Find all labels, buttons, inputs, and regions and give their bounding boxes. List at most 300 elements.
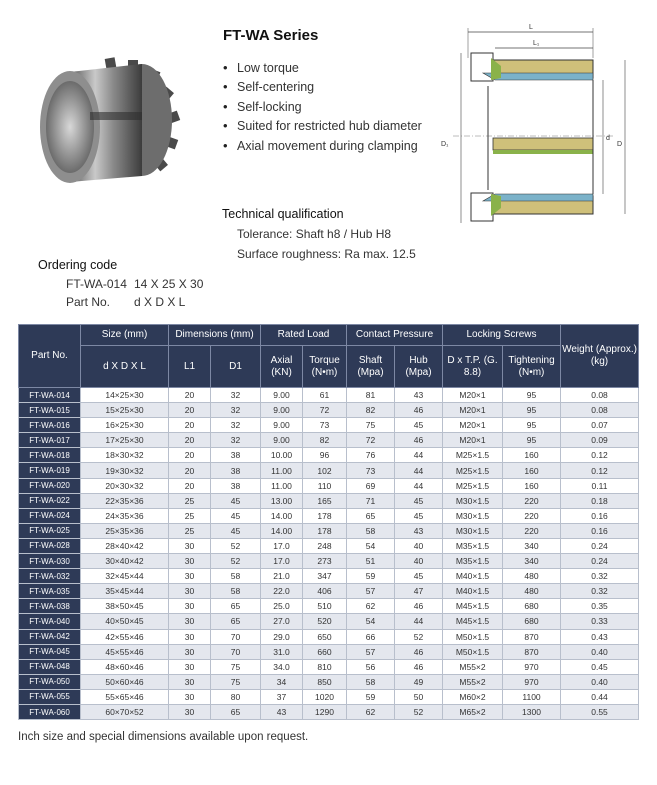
table-cell: 73	[347, 463, 395, 478]
table-row	[19, 644, 639, 659]
table-cell: 220	[503, 523, 561, 538]
footnote: Inch size and special dimensions available upon request.	[18, 731, 309, 743]
table-cell: 72	[347, 433, 395, 448]
part-number-cell: FT-WA-014	[19, 388, 81, 403]
part-number-cell: FT-WA-016	[19, 418, 81, 433]
part-number-cell: FT-WA-030	[19, 554, 81, 569]
table-cell: 69	[347, 478, 395, 493]
table-cell: 81	[347, 388, 395, 403]
table-cell: 22.0	[261, 584, 303, 599]
col-part-no: Part No.	[19, 325, 81, 388]
table-cell: 650	[303, 629, 347, 644]
table-cell: 65	[211, 599, 261, 614]
table-cell: 38	[211, 478, 261, 493]
table-cell: 30×40×42	[81, 554, 169, 569]
col-locking-group: Locking Screws	[443, 325, 561, 346]
table-cell: 54	[347, 614, 395, 629]
table-cell: 14×25×30	[81, 388, 169, 403]
table-cell: M20×1	[443, 433, 503, 448]
table-row	[19, 569, 639, 584]
feature-item: • Low torque	[223, 58, 422, 77]
table-cell: 24×35×36	[81, 508, 169, 523]
table-cell: 1100	[503, 689, 561, 704]
part-number-cell: FT-WA-040	[19, 614, 81, 629]
table-cell: M45×1.5	[443, 599, 503, 614]
part-number-cell: FT-WA-015	[19, 403, 81, 418]
table-cell: 95	[503, 433, 561, 448]
table-row	[19, 493, 639, 508]
feature-list	[223, 58, 422, 155]
table-cell: 340	[503, 538, 561, 553]
table-cell: 40	[395, 554, 443, 569]
dim-label-D1: D₁	[441, 141, 449, 148]
table-cell: 0.40	[561, 674, 639, 689]
table-cell: 14.00	[261, 508, 303, 523]
table-cell: 20	[169, 478, 211, 493]
table-cell: 58	[347, 674, 395, 689]
table-cell: M45×1.5	[443, 614, 503, 629]
table-cell: 32	[211, 418, 261, 433]
table-cell: 0.12	[561, 448, 639, 463]
table-cell: M50×1.5	[443, 644, 503, 659]
table-cell: 38×50×45	[81, 599, 169, 614]
col-size: d X D X L	[81, 346, 169, 388]
table-cell: 43	[261, 704, 303, 719]
part-number-cell: FT-WA-018	[19, 448, 81, 463]
table-cell: 220	[503, 508, 561, 523]
table-cell: 75	[211, 674, 261, 689]
table-cell: 18×30×32	[81, 448, 169, 463]
table-cell: 14.00	[261, 523, 303, 538]
feature-item: • Self-locking	[223, 97, 422, 116]
table-cell: 0.24	[561, 554, 639, 569]
table-cell: 0.11	[561, 478, 639, 493]
table-row	[19, 463, 639, 478]
table-row	[19, 388, 639, 403]
table-cell: 17.0	[261, 538, 303, 553]
table-cell: 45	[211, 493, 261, 508]
table-cell: 9.00	[261, 403, 303, 418]
table-cell: 0.44	[561, 689, 639, 704]
table-cell: M30×1.5	[443, 493, 503, 508]
part-number-cell: FT-WA-042	[19, 629, 81, 644]
table-cell: 30	[169, 704, 211, 719]
table-cell: 1020	[303, 689, 347, 704]
table-cell: 20	[169, 448, 211, 463]
table-cell: 29.0	[261, 629, 303, 644]
table-cell: 50	[395, 689, 443, 704]
table-cell: 0.55	[561, 704, 639, 719]
table-cell: 17×25×30	[81, 433, 169, 448]
roughness-text: Surface roughness: Ra max. 12.5	[237, 247, 416, 261]
table-cell: 45	[211, 523, 261, 538]
table-cell: 0.24	[561, 538, 639, 553]
table-cell: 30	[169, 644, 211, 659]
table-row	[19, 659, 639, 674]
table-cell: 0.35	[561, 599, 639, 614]
table-cell: 160	[503, 478, 561, 493]
table-cell: 82	[303, 433, 347, 448]
table-cell: 51	[347, 554, 395, 569]
table-cell: 31.0	[261, 644, 303, 659]
table-cell: 57	[347, 644, 395, 659]
table-cell: 75	[347, 418, 395, 433]
table-cell: 30	[169, 569, 211, 584]
dim-label-L: L	[529, 24, 533, 31]
table-cell: 44	[395, 463, 443, 478]
table-cell: 10.00	[261, 448, 303, 463]
table-cell: 46	[395, 403, 443, 418]
table-cell: 1300	[503, 704, 561, 719]
table-cell: 75	[211, 659, 261, 674]
tolerance-text: Tolerance: Shaft h8 / Hub H8	[237, 227, 392, 241]
table-row	[19, 478, 639, 493]
table-cell: 160	[503, 448, 561, 463]
table-cell: 160	[503, 463, 561, 478]
table-cell: 43	[395, 388, 443, 403]
table-cell: M55×2	[443, 659, 503, 674]
table-cell: 52	[395, 704, 443, 719]
table-cell: 970	[503, 674, 561, 689]
table-cell: M25×1.5	[443, 463, 503, 478]
table-row	[19, 403, 639, 418]
col-dims-group: Dimensions (mm)	[169, 325, 261, 346]
table-cell: 110	[303, 478, 347, 493]
table-cell: 20	[169, 388, 211, 403]
col-weight: Weight (Approx.) (kg)	[561, 325, 639, 388]
table-cell: 76	[347, 448, 395, 463]
technical-heading: Technical qualification	[222, 207, 344, 221]
table-cell: M35×1.5	[443, 554, 503, 569]
table-cell: 44	[395, 478, 443, 493]
part-number-cell: FT-WA-048	[19, 659, 81, 674]
table-cell: 680	[503, 599, 561, 614]
table-cell: 32	[211, 433, 261, 448]
table-cell: 850	[303, 674, 347, 689]
table-cell: M20×1	[443, 418, 503, 433]
col-rated-group: Rated Load	[261, 325, 347, 346]
table-cell: 30	[169, 584, 211, 599]
dim-label-d: d	[606, 135, 610, 142]
table-cell: 27.0	[261, 614, 303, 629]
table-cell: 70	[211, 629, 261, 644]
ordering-part-value: d X D X L	[134, 295, 186, 309]
table-cell: 52	[395, 629, 443, 644]
part-number-cell: FT-WA-028	[19, 538, 81, 553]
table-row	[19, 538, 639, 553]
table-cell: 520	[303, 614, 347, 629]
table-cell: 273	[303, 554, 347, 569]
table-cell: 660	[303, 644, 347, 659]
table-cell: 59	[347, 569, 395, 584]
series-title: FT-WA Series	[223, 27, 319, 44]
table-cell: 178	[303, 523, 347, 538]
table-row	[19, 674, 639, 689]
part-number-cell: FT-WA-045	[19, 644, 81, 659]
table-cell: 25	[169, 508, 211, 523]
table-cell: 96	[303, 448, 347, 463]
table-cell: 248	[303, 538, 347, 553]
feature-item: • Axial movement during clamping	[223, 136, 422, 155]
table-cell: 45	[395, 508, 443, 523]
table-cell: 45	[211, 508, 261, 523]
table-cell: 0.16	[561, 523, 639, 538]
table-cell: 44	[395, 448, 443, 463]
table-cell: 32	[211, 388, 261, 403]
table-row	[19, 433, 639, 448]
table-cell: 0.08	[561, 388, 639, 403]
table-cell: 34.0	[261, 659, 303, 674]
table-cell: 73	[303, 418, 347, 433]
table-cell: 32	[211, 403, 261, 418]
table-cell: 22×35×36	[81, 493, 169, 508]
table-cell: 20	[169, 418, 211, 433]
table-cell: 56	[347, 659, 395, 674]
table-cell: M40×1.5	[443, 584, 503, 599]
table-row	[19, 599, 639, 614]
part-number-cell: FT-WA-024	[19, 508, 81, 523]
part-number-cell: FT-WA-022	[19, 493, 81, 508]
table-cell: 20	[169, 433, 211, 448]
table-cell: 30	[169, 599, 211, 614]
table-cell: 40×50×45	[81, 614, 169, 629]
table-cell: 0.32	[561, 569, 639, 584]
table-cell: M65×2	[443, 704, 503, 719]
table-cell: 347	[303, 569, 347, 584]
table-cell: 54	[347, 538, 395, 553]
table-cell: 680	[503, 614, 561, 629]
table-cell: 57	[347, 584, 395, 599]
table-cell: M60×2	[443, 689, 503, 704]
table-cell: 45	[395, 569, 443, 584]
table-cell: 32×45×44	[81, 569, 169, 584]
table-cell: 58	[211, 584, 261, 599]
dim-label-L1: L₁	[533, 40, 540, 47]
table-cell: 480	[503, 584, 561, 599]
table-cell: 870	[503, 644, 561, 659]
table-cell: 82	[347, 403, 395, 418]
table-cell: 59	[347, 689, 395, 704]
ordering-part	[66, 295, 185, 309]
table-cell: 0.07	[561, 418, 639, 433]
table-cell: 25	[169, 493, 211, 508]
table-cell: 1290	[303, 704, 347, 719]
part-number-cell: FT-WA-019	[19, 463, 81, 478]
col-l1: L1	[169, 346, 211, 388]
table-cell: 72	[303, 403, 347, 418]
ordering-example-value: 14 X 25 X 30	[134, 277, 204, 291]
col-torque: Torque (N•m)	[303, 346, 347, 388]
part-number-cell: FT-WA-050	[19, 674, 81, 689]
table-cell: 25	[169, 523, 211, 538]
table-cell: 17.0	[261, 554, 303, 569]
table-cell: 34	[261, 674, 303, 689]
table-cell: 49	[395, 674, 443, 689]
table-cell: 52	[211, 538, 261, 553]
table-cell: 0.18	[561, 493, 639, 508]
table-cell: 20	[169, 463, 211, 478]
part-number-cell: FT-WA-035	[19, 584, 81, 599]
table-cell: M25×1.5	[443, 478, 503, 493]
table-cell: 21.0	[261, 569, 303, 584]
table-row	[19, 418, 639, 433]
table-row	[19, 523, 639, 538]
ordering-example-code: FT-WA-014	[66, 277, 127, 291]
table-cell: 102	[303, 463, 347, 478]
table-row	[19, 584, 639, 599]
table-cell: 30	[169, 689, 211, 704]
table-cell: 30	[169, 554, 211, 569]
dim-label-D: D	[617, 141, 623, 148]
table-cell: 62	[347, 599, 395, 614]
col-hub: Hub (Mpa)	[395, 346, 443, 388]
table-cell: 58	[211, 569, 261, 584]
table-cell: 66	[347, 629, 395, 644]
table-cell: 38	[211, 448, 261, 463]
part-number-cell: FT-WA-017	[19, 433, 81, 448]
table-cell: 43	[395, 523, 443, 538]
table-row	[19, 629, 639, 644]
table-cell: M20×1	[443, 388, 503, 403]
table-cell: 42×55×46	[81, 629, 169, 644]
table-cell: 220	[503, 493, 561, 508]
table-cell: 0.33	[561, 614, 639, 629]
table-cell: 80	[211, 689, 261, 704]
table-cell: 0.40	[561, 644, 639, 659]
table-cell: 165	[303, 493, 347, 508]
table-cell: 95	[503, 403, 561, 418]
table-cell: M40×1.5	[443, 569, 503, 584]
table-cell: 46	[395, 599, 443, 614]
table-cell: 810	[303, 659, 347, 674]
table-cell: 480	[503, 569, 561, 584]
table-cell: 0.45	[561, 659, 639, 674]
table-cell: 45×55×46	[81, 644, 169, 659]
col-dxtp: D x T.P. (G. 8.8)	[443, 346, 503, 388]
table-cell: 46	[395, 644, 443, 659]
ordering-part-label: Part No.	[66, 295, 111, 309]
table-cell: 50×60×46	[81, 674, 169, 689]
table-cell: 45	[395, 493, 443, 508]
table-cell: 65	[211, 704, 261, 719]
table-cell: 9.00	[261, 388, 303, 403]
table-cell: 0.09	[561, 433, 639, 448]
table-row	[19, 689, 639, 704]
table-cell: M50×1.5	[443, 629, 503, 644]
table-cell: 0.16	[561, 508, 639, 523]
table-cell: 25.0	[261, 599, 303, 614]
part-number-cell: FT-WA-032	[19, 569, 81, 584]
table-cell: 0.32	[561, 584, 639, 599]
part-number-cell: FT-WA-025	[19, 523, 81, 538]
table-cell: 30	[169, 614, 211, 629]
table-cell: M30×1.5	[443, 508, 503, 523]
table-cell: 20×30×32	[81, 478, 169, 493]
table-cell: 45	[395, 418, 443, 433]
table-cell: 406	[303, 584, 347, 599]
feature-item: • Self-centering	[223, 77, 422, 96]
table-cell: 95	[503, 388, 561, 403]
table-cell: 19×30×32	[81, 463, 169, 478]
table-cell: 9.00	[261, 433, 303, 448]
table-cell: 46	[395, 659, 443, 674]
table-cell: 52	[211, 554, 261, 569]
table-cell: 30	[169, 629, 211, 644]
table-cell: 28×40×42	[81, 538, 169, 553]
table-cell: M35×1.5	[443, 538, 503, 553]
spec-table-body	[19, 388, 639, 720]
part-number-cell: FT-WA-060	[19, 704, 81, 719]
table-cell: 510	[303, 599, 347, 614]
table-row	[19, 508, 639, 523]
table-cell: 71	[347, 493, 395, 508]
table-cell: 9.00	[261, 418, 303, 433]
table-cell: M25×1.5	[443, 448, 503, 463]
table-cell: 65	[211, 614, 261, 629]
technical-drawing	[433, 18, 638, 253]
table-row	[19, 448, 639, 463]
table-cell: 30	[169, 538, 211, 553]
table-cell: 70	[211, 644, 261, 659]
table-cell: 0.12	[561, 463, 639, 478]
table-cell: 0.08	[561, 403, 639, 418]
col-contact-group: Contact Pressure	[347, 325, 443, 346]
product-photo	[30, 52, 190, 192]
table-cell: 47	[395, 584, 443, 599]
part-number-cell: FT-WA-038	[19, 599, 81, 614]
table-cell: 15×25×30	[81, 403, 169, 418]
table-row	[19, 554, 639, 569]
table-cell: 46	[395, 433, 443, 448]
table-cell: M30×1.5	[443, 523, 503, 538]
table-cell: 35×45×44	[81, 584, 169, 599]
table-row	[19, 704, 639, 719]
col-tightening: Tightening (N•m)	[503, 346, 561, 388]
table-cell: 25×35×36	[81, 523, 169, 538]
table-cell: 340	[503, 554, 561, 569]
table-cell: 970	[503, 659, 561, 674]
table-cell: 178	[303, 508, 347, 523]
col-size-group: Size (mm)	[81, 325, 169, 346]
table-cell: 48×60×46	[81, 659, 169, 674]
ordering-example	[66, 277, 203, 291]
table-cell: 61	[303, 388, 347, 403]
spec-table	[18, 324, 639, 720]
table-cell: 95	[503, 418, 561, 433]
table-cell: 13.00	[261, 493, 303, 508]
table-cell: 38	[211, 463, 261, 478]
col-d1: D1	[211, 346, 261, 388]
table-cell: 65	[347, 508, 395, 523]
ordering-heading: Ordering code	[38, 258, 118, 272]
table-cell: 40	[395, 538, 443, 553]
table-cell: 37	[261, 689, 303, 704]
col-shaft: Shaft (Mpa)	[347, 346, 395, 388]
table-row	[19, 614, 639, 629]
table-cell: 55×65×46	[81, 689, 169, 704]
table-cell: M55×2	[443, 674, 503, 689]
table-cell: 44	[395, 614, 443, 629]
table-cell: M20×1	[443, 403, 503, 418]
table-cell: 30	[169, 674, 211, 689]
table-cell: 62	[347, 704, 395, 719]
table-cell: 0.43	[561, 629, 639, 644]
table-cell: 870	[503, 629, 561, 644]
table-cell: 30	[169, 659, 211, 674]
part-number-cell: FT-WA-055	[19, 689, 81, 704]
part-number-cell: FT-WA-020	[19, 478, 81, 493]
table-cell: 16×25×30	[81, 418, 169, 433]
